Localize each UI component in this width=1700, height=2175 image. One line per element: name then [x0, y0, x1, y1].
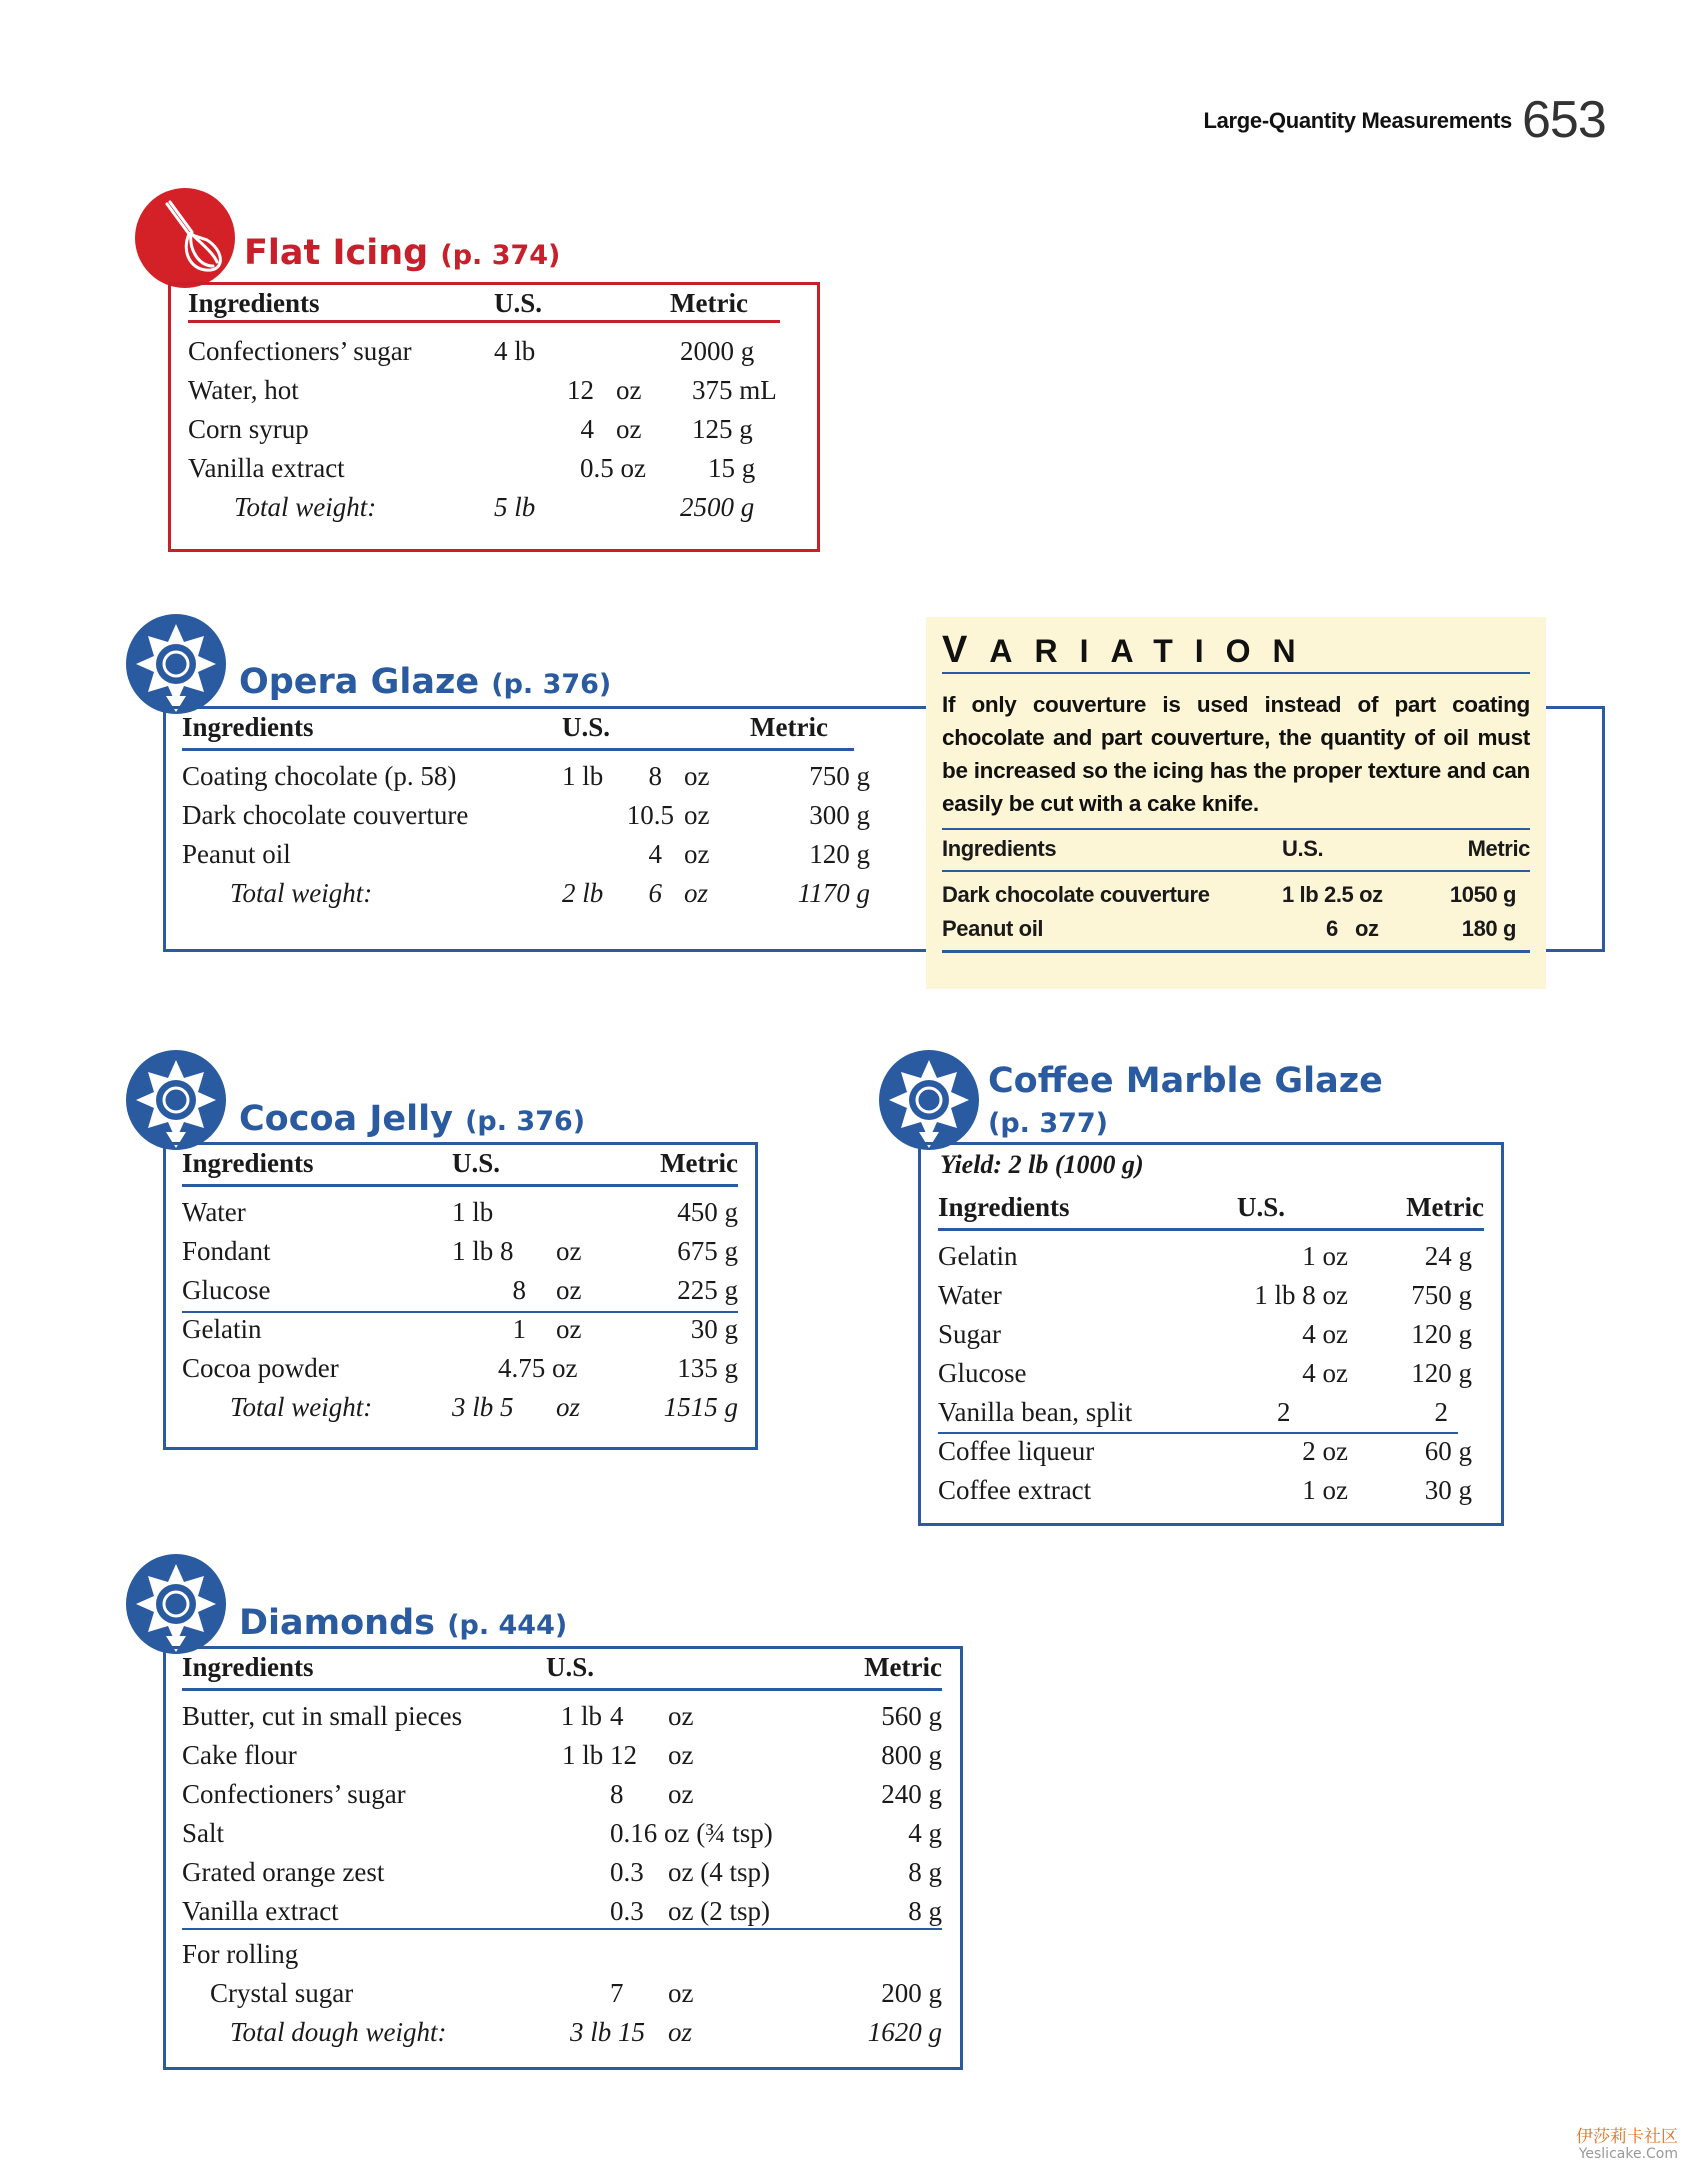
cocoa-jelly-title — [239, 1099, 586, 1139]
table-row: Fondant 1 lb 8 oz 675 g — [182, 1236, 738, 1266]
whisk-icon — [133, 186, 237, 290]
coffee-marble-glaze-title: Coffee Marble Glaze — [988, 1061, 1383, 1101]
flat-icing-title-text: Flat Icing — [244, 233, 429, 273]
variation-table — [942, 828, 1530, 953]
table-row: Butter, cut in small pieces 1 lb 4 oz 560 g — [182, 1700, 942, 1731]
col-us: U.S. — [1282, 829, 1432, 871]
total-row: Total weight: 2 lb 6 oz 1170 g — [230, 878, 870, 908]
total-row: Total weight: 3 lb 5 oz 1515 g — [230, 1392, 738, 1422]
table-row: Crystal sugar 7 oz 200 g — [210, 1978, 942, 2008]
diamonds-page-ref: (p. 444) — [447, 1610, 568, 1641]
flat-icing-page-ref: (p. 374) — [440, 240, 561, 271]
table-row: Cake flour 1 lb 12 oz 800 g — [182, 1740, 942, 1770]
table-row: Sugar 4 oz 120 g — [938, 1319, 1472, 1349]
col-metric: Metric — [1432, 829, 1530, 871]
table-row: Corn syrup 4 oz 125 g — [188, 414, 753, 444]
total-row: Total weight: 5 lb 2500 g — [234, 492, 755, 522]
col-ingredients: Ingredients — [182, 1652, 314, 1682]
cordon-bleu-emblem-icon — [124, 612, 228, 716]
page-number: 653 — [1522, 91, 1606, 149]
table-row: Gelatin 1 oz 30 g — [182, 1314, 738, 1344]
cocoa-jelly-table — [182, 1148, 738, 1427]
table-row: Vanilla extract 0.5 oz 15 g — [188, 453, 756, 483]
col-ingredients: Ingredients — [942, 829, 1282, 871]
col-ingredients: Ingredients — [188, 288, 320, 318]
coffee-marble-glaze-page-ref: (p. 377) — [988, 1108, 1109, 1139]
table-row: Water 1 lb 450 g — [182, 1196, 738, 1227]
cordon-bleu-emblem-icon — [124, 1048, 228, 1152]
diamonds-title-text: Diamonds — [239, 1603, 435, 1643]
col-metric: Metric — [660, 1148, 738, 1178]
table-row: Cocoa powder 4.75 oz 135 g — [182, 1353, 738, 1383]
table-row: Salt 0.16 oz (¾ tsp) 4 g — [182, 1818, 942, 1848]
coffee-marble-glaze-table — [938, 1192, 1484, 1510]
table-row: Peanut oil 4 oz 120 g — [182, 839, 870, 869]
table-row: Gelatin 1 oz 24 g — [938, 1240, 1472, 1271]
table-row: Confectioners’ sugar 8 oz 240 g — [182, 1779, 942, 1809]
running-header-title: Large-Quantity Measurements — [1203, 108, 1512, 133]
table-row: Water, hot 12 oz 375 mL — [188, 375, 777, 405]
cocoa-jelly-page-ref: (p. 376) — [465, 1106, 586, 1137]
col-us: U.S. — [546, 1652, 595, 1682]
cordon-bleu-emblem-icon — [124, 1552, 228, 1656]
watermark-line2: Yeslicake.Com — [1578, 2145, 1678, 2162]
flat-icing-title — [244, 233, 561, 273]
table-row: Dark chocolate couverture 10.5 oz 300 g — [182, 800, 870, 830]
flat-icing-table — [188, 288, 802, 527]
col-us: U.S. — [1236, 1192, 1285, 1222]
variation-box — [926, 617, 1546, 989]
table-row: Coffee extract 1 oz 30 g — [938, 1475, 1472, 1505]
opera-glaze-page-ref: (p. 376) — [491, 669, 612, 700]
cordon-bleu-emblem-icon — [877, 1048, 981, 1152]
col-metric: Metric — [1406, 1192, 1484, 1222]
col-us: U.S. — [562, 712, 611, 742]
col-ingredients: Ingredients — [182, 712, 314, 742]
table-row: Vanilla bean, split 2 2 — [938, 1397, 1448, 1427]
diamonds-table — [182, 1652, 942, 2052]
cocoa-jelly-title-text: Cocoa Jelly — [239, 1099, 453, 1139]
table-row: Coating chocolate (p. 58) 1 lb 8 oz 750 g — [182, 760, 870, 791]
col-us: U.S. — [452, 1148, 501, 1178]
opera-glaze-table — [182, 712, 870, 913]
opera-glaze-title — [239, 662, 612, 702]
table-row: Glucose 8 oz 225 g — [182, 1275, 738, 1305]
total-row: Total dough weight: 3 lb 15 oz 1620 g — [230, 2017, 942, 2047]
variation-text: If only couverture is used instead of part coating chocolate and part couverture, the quantity of oil must be increased so the icing has the proper texture and can easily be cut with a cake knife. — [942, 692, 1530, 816]
variation-title-rule — [942, 672, 1530, 674]
watermark — [1576, 2128, 1678, 2162]
table-row: Dark chocolate couverture 1 lb 2.5 oz 1050 g — [942, 882, 1516, 907]
col-ingredients: Ingredients — [938, 1192, 1070, 1222]
table-row: Coffee liqueur 2 oz 60 g — [938, 1436, 1472, 1466]
watermark-line1: 伊莎莉卡社区 — [1576, 2127, 1678, 2147]
col-metric: Metric — [864, 1652, 942, 1682]
col-us: U.S. — [494, 288, 543, 318]
table-row: Peanut oil 6 oz 180 g — [942, 912, 1530, 952]
col-metric: Metric — [750, 712, 828, 742]
opera-glaze-title-text: Opera Glaze — [239, 662, 480, 702]
variation-title: VARIATION — [942, 629, 1318, 671]
table-row: Vanilla extract 0.3 oz (2 tsp) 8 g — [182, 1896, 942, 1926]
coffee-marble-glaze-yield: Yield: 2 lb (1000 g) — [940, 1150, 1144, 1179]
table-row: Water 1 lb 8 oz 750 g — [938, 1280, 1472, 1310]
col-metric: Metric — [670, 288, 748, 318]
diamonds-title — [239, 1603, 568, 1643]
table-row: For rolling — [182, 1939, 299, 1969]
table-row: Confectioners’ sugar 4 lb 2000 g — [188, 336, 755, 366]
table-row: Grated orange zest 0.3 oz (4 tsp) 8 g — [182, 1857, 942, 1887]
table-row: Glucose 4 oz 120 g — [938, 1358, 1472, 1388]
col-ingredients: Ingredients — [182, 1148, 314, 1178]
